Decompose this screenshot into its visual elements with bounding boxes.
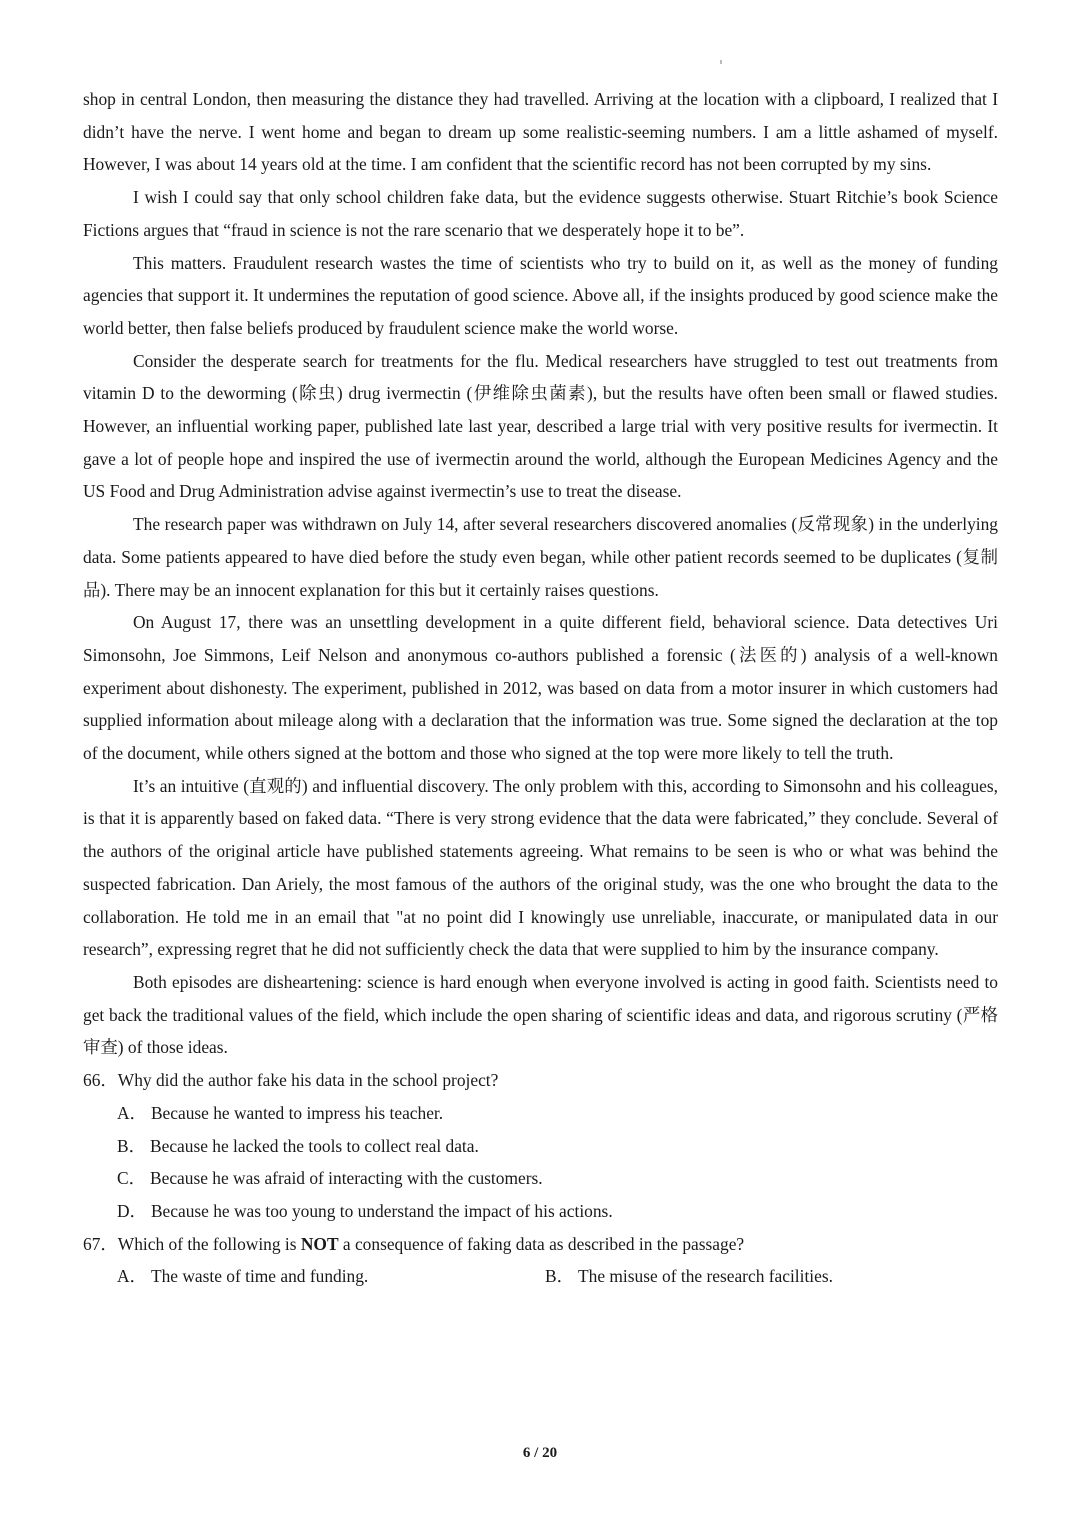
option-c[interactable] bbox=[83, 1162, 998, 1195]
paragraph-3: This matters. Fraudulent research wastes the time of scientists who try to build on it, as well as the money of funding agencies that support it. It undermines the reputation of good science. Above all, if the insights produced by good science make the world better, then false beliefs produced by fraudulent science make the world worse. bbox=[83, 252, 998, 338]
question-66 bbox=[83, 1064, 998, 1228]
question-stem bbox=[83, 1064, 998, 1097]
option-a[interactable] bbox=[117, 1260, 545, 1293]
option-text: The waste of time and funding. bbox=[150, 1266, 369, 1287]
option-a[interactable] bbox=[83, 1097, 998, 1130]
question-stem bbox=[83, 1228, 998, 1261]
question-number: 66． bbox=[83, 1070, 118, 1091]
paragraph-8: Both episodes are disheartening: science is hard enough when everyone involved is acting in good faith. Scientists need to get back the traditional values of the field, which include the open sharing of scientific ideas and data, and rigorous scrutiny (严格审查) of those ideas. bbox=[83, 971, 998, 1058]
question-67 bbox=[83, 1228, 998, 1293]
paragraph-1: shop in central London, then measuring the distance they had travelled. Arriving at the location with a clipboard, I realized that I didn’t have the nerve. I went home and began to dream up some realistic-seeming numbers. I am a little ashamed of myself. However, I was about 14 years old at the time. I am confident that the scientific record has not been corrupted by my sins. bbox=[83, 89, 998, 175]
question-text-before: Which of the following is bbox=[117, 1233, 301, 1254]
paragraph-4: Consider the desperate search for treatments for the flu. Medical researchers have struggled to test out treatments from vitamin D to the deworming (除虫) drug ivermectin (伊维除虫菌素), but the results have often been small or flawed studies. However, an influential working paper, published late last year, described a large trial with very positive results for ivermectin. It gave a lot of people hope and inspired the use of ivermectin around the world, although the European Medicines Agency and the US Food and Drug Administration advise against ivermectin’s use to treat the disease. bbox=[83, 350, 998, 502]
question-number: 67． bbox=[83, 1233, 118, 1254]
document-page bbox=[83, 83, 998, 1293]
option-label: D． bbox=[117, 1200, 147, 1221]
option-b[interactable] bbox=[545, 1260, 973, 1293]
option-text: Because he was too young to understand the impact of his actions. bbox=[150, 1200, 613, 1221]
paragraph-5: The research paper was withdrawn on July 14, after several researchers discovered anomalies (反常现象) in the underlying data. Some patients appeared to have died before the study even began, while other patient records seemed to be duplicates (复制品). There may be an innocent explanation for this but it certainly raises questions. bbox=[83, 514, 998, 600]
paragraph-7: It’s an intuitive (直观的) and influential discovery. The only problem with this, according to Simonsohn and his colleagues, is that it is apparently based on faked data. “There is very strong evidence that the data were fabricated,” they conclude. Several of the authors of the original article have published statements agreeing. What remains to be seen is who or what was behind the suspected fabrication. Dan Ariely, the most famous of the authors of the original study, was the one who brought the data to the collaboration. He told me in an email that "at no point did I knowingly use unreliable, inaccurate, or manipulated data in our research”, expressing regret that he did not sufficiently check the data that were supplied to him by the insurance company. bbox=[83, 775, 998, 960]
option-label: C． bbox=[117, 1168, 146, 1189]
paragraph-2: I wish I could say that only school children fake data, but the evidence suggests otherwise. Stuart Ritchie’s book Science Fictions argues that “fraud in science is not the rare scenario that we desperately hope it to be”. bbox=[83, 187, 998, 240]
question-text-after: a consequence of faking data as described in the passage? bbox=[338, 1233, 745, 1254]
option-text: Because he wanted to impress his teacher. bbox=[150, 1102, 444, 1123]
paragraph-6: On August 17, there was an unsettling development in a quite different field, behavioral science. Data detectives Uri Simonsohn, Joe Simmons, Leif Nelson and anonymous co-authors published a forensic (法医的) analysis of a well-known experiment about dishonesty. The experiment, published in 2012, was based on data from a motor insurer in which customers had supplied information about mileage along with a declaration that the information was true. Some signed the declaration at the top of the document, while others signed at the bottom and those who signed at the top were more likely to tell the truth. bbox=[83, 612, 998, 764]
question-text: Why did the author fake his data in the school project? bbox=[117, 1070, 499, 1091]
option-text: Because he was afraid of interacting with the customers. bbox=[150, 1168, 543, 1189]
option-label: B． bbox=[117, 1135, 146, 1156]
option-label: A． bbox=[117, 1266, 147, 1287]
option-text: Because he lacked the tools to collect real data. bbox=[150, 1135, 479, 1156]
page-number: 6 / 20 bbox=[522, 1445, 558, 1461]
option-label: B． bbox=[545, 1266, 574, 1287]
option-label: A． bbox=[117, 1102, 147, 1123]
option-b[interactable] bbox=[83, 1130, 998, 1163]
option-text: The misuse of the research facilities. bbox=[578, 1266, 833, 1287]
options-row bbox=[83, 1260, 998, 1293]
scan-artifact-mark bbox=[720, 60, 722, 64]
question-emphasis: NOT bbox=[300, 1233, 339, 1254]
option-d[interactable] bbox=[83, 1195, 998, 1228]
